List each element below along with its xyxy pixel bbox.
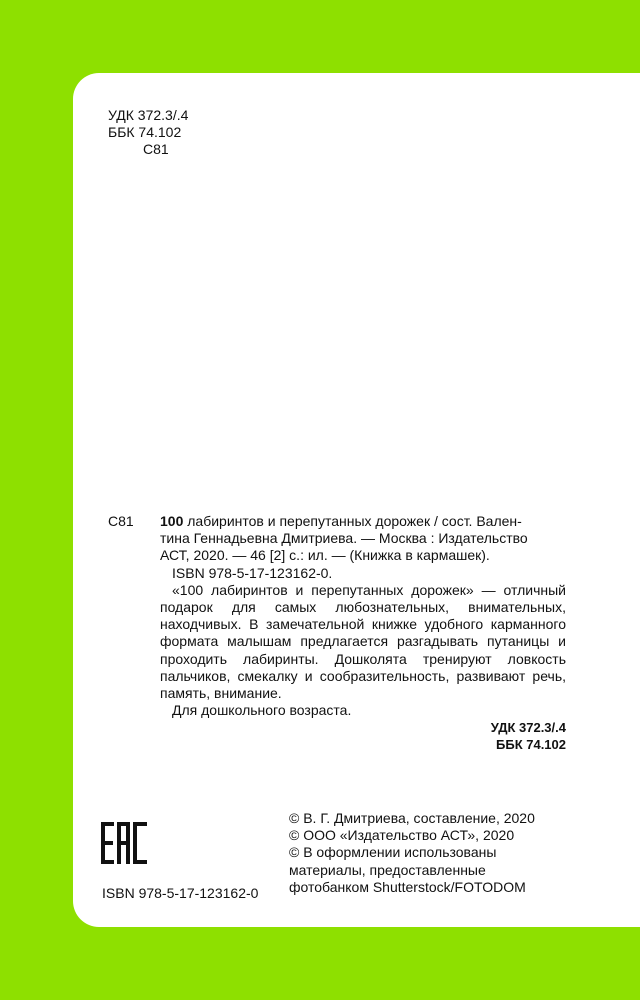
bbk-code: ББК 74.102: [108, 124, 182, 140]
isbn-footer: ISBN 978-5-17-123162-0: [102, 885, 259, 901]
title-text: лабиринтов и перепутанных дорожек / сост. Вален-: [183, 513, 522, 529]
title-line: [160, 513, 566, 530]
eac-logo-icon: [101, 822, 147, 864]
copyright-line: © ООО «Издательство АСТ», 2020: [289, 827, 515, 844]
copyright-block: [289, 810, 589, 896]
imprint-page: [73, 73, 640, 927]
copyright-line: © В. Г. Дмитриева, составление, 2020: [289, 810, 535, 826]
bibliographic-record: [160, 513, 566, 753]
isbn-line: ISBN 978-5-17-123162-0.: [172, 564, 333, 581]
udk-code: УДК 372.3/.4: [108, 107, 189, 123]
publication-line: АСТ, 2020. — 46 [2] с.: ил. — (Книжка в кармашек).: [160, 547, 490, 564]
bbk-code-bold: ББК 74.102: [496, 737, 566, 753]
compiler-line: тина Геннадьевна Дмитриева. — Москва : Издательство: [160, 530, 528, 547]
annotation: «100 лабиринтов и перепутанных дорожек» — отличный подарок для самых любознательных, внимательных, находчивых. В замечательной книжке удобного карманного формата малышам предлагается разгадывать путаницы и проходить лабиринты. Дошколята тренируют ловкость пальчиков, смекалку и сообразительность, развивают речь, память, внимание.: [160, 581, 566, 702]
copyright-line: материалы, предоставленные: [289, 861, 486, 878]
copyright-line: фотобанком Shutterstock/FOTODOM: [289, 878, 526, 895]
age-rating: Для дошкольного возраста.: [172, 702, 352, 719]
title-number: 100: [160, 513, 184, 529]
author-mark: С81: [143, 141, 169, 157]
udk-code-bold: УДК 372.3/.4: [490, 720, 566, 736]
copyright-line: © В оформлении использованы: [289, 844, 497, 861]
catalog-code: С81: [108, 513, 134, 529]
